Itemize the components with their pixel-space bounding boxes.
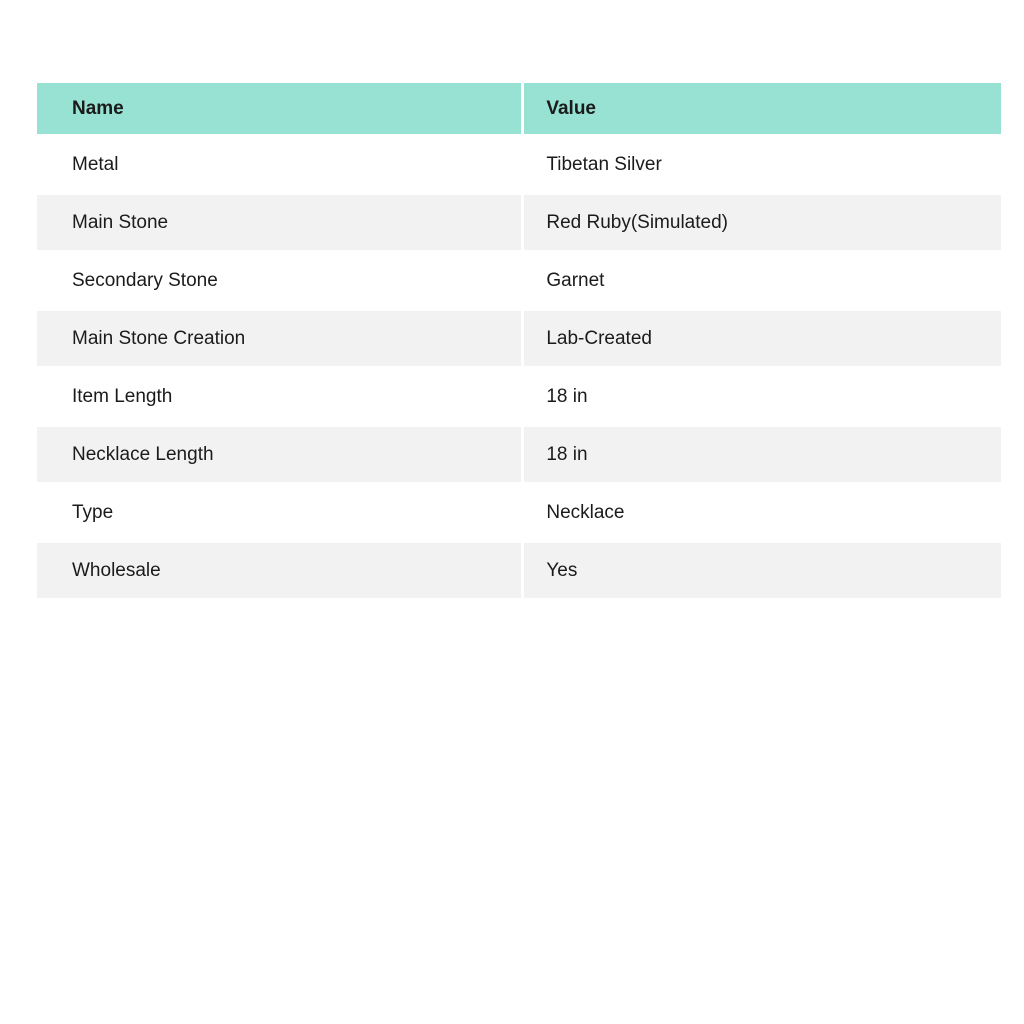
attribute-value: 18 in — [524, 369, 1001, 424]
table-body — [37, 137, 1001, 598]
product-spec-table — [34, 80, 1004, 601]
attribute-value: Lab-Created — [524, 311, 1001, 366]
table-row — [37, 485, 1001, 540]
table-row — [37, 253, 1001, 308]
table-row — [37, 137, 1001, 192]
attribute-value: Tibetan Silver — [524, 137, 1001, 192]
table-row — [37, 543, 1001, 598]
attribute-name: Item Length — [37, 369, 521, 424]
attribute-value: Yes — [524, 543, 1001, 598]
attribute-name: Wholesale — [37, 543, 521, 598]
table-header — [37, 83, 1001, 134]
attribute-name: Type — [37, 485, 521, 540]
attribute-name: Main Stone — [37, 195, 521, 250]
table-row — [37, 427, 1001, 482]
attributes-table — [34, 80, 1004, 601]
attribute-value: Necklace — [524, 485, 1001, 540]
attribute-name: Secondary Stone — [37, 253, 521, 308]
attribute-value: Red Ruby(Simulated) — [524, 195, 1001, 250]
header-row — [37, 83, 1001, 134]
attribute-value: Garnet — [524, 253, 1001, 308]
value-column-header: Value — [524, 83, 1001, 134]
name-column-header: Name — [37, 83, 521, 134]
attribute-value: 18 in — [524, 427, 1001, 482]
table-row — [37, 369, 1001, 424]
table-row — [37, 311, 1001, 366]
table-row — [37, 195, 1001, 250]
attribute-name: Main Stone Creation — [37, 311, 521, 366]
attribute-name: Metal — [37, 137, 521, 192]
attribute-name: Necklace Length — [37, 427, 521, 482]
